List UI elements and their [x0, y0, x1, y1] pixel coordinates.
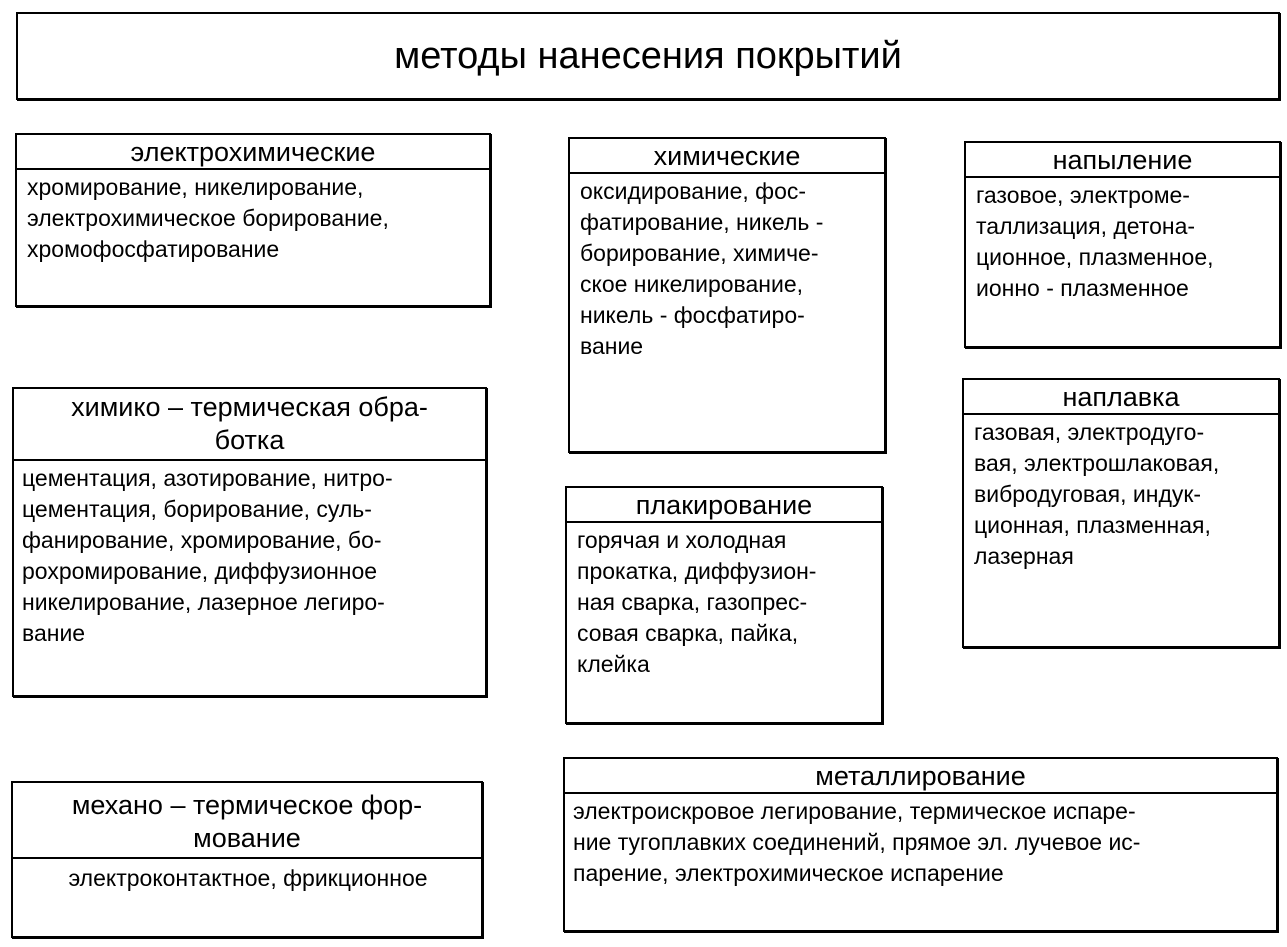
- metallization-box: [563, 757, 1278, 932]
- diagram-title: методы нанесения покрытий: [394, 34, 902, 77]
- surfacing-body: газовая, электродуго- вая, электрошлаковая, вибродуговая, индук- ционная, плазменная, лазерная: [974, 419, 1220, 569]
- cladding-box: [565, 486, 883, 724]
- diagram-title-box: [16, 12, 1280, 100]
- chemical-thermal-body: цементация, азотирование, нитро- цементация, борирование, суль- фанирование, хромирование, бо- рохромирование, диффузионное никелирование, лазерное легиро- вание: [22, 465, 393, 646]
- electrochemical-header: электрохимические: [17, 135, 489, 170]
- surfacing-box: [962, 378, 1280, 648]
- chemical-body: оксидирование, фос- фатирование, никель - борирование, химиче- ское никелирование, никель - фосфатиро- вание: [580, 178, 824, 359]
- spraying-body: газовое, электроме- таллизация, детона- ционное, плазменное, ионно - плазменное: [976, 182, 1214, 301]
- electrochemical-box: [15, 133, 491, 307]
- metallization-header: металлирование: [565, 759, 1276, 794]
- mechanical-thermal-body: электроконтактное, фрикционное: [68, 865, 428, 891]
- chemical-box: [568, 137, 886, 453]
- mechanical-thermal-header: механо – термическое фор- мование: [13, 783, 481, 859]
- chemical-header: химические: [570, 139, 884, 174]
- surfacing-header: наплавка: [964, 380, 1278, 415]
- spraying-header: напыление: [966, 143, 1279, 178]
- mechanical-thermal-box: [11, 781, 483, 938]
- chemical-thermal-box: [12, 387, 487, 697]
- spraying-box: [964, 141, 1281, 348]
- chemical-thermal-header: химико – термическая обра- ботка: [14, 389, 485, 461]
- cladding-body: горячая и холодная прокатка, диффузион- ная сварка, газопрес- совая сварка, пайка, клейка: [577, 527, 817, 677]
- cladding-header: плакирование: [567, 488, 881, 523]
- electrochemical-body: хромирование, никелирование, электрохимическое борирование, хромофосфатирование: [27, 174, 389, 262]
- metallization-body: электроискровое легирование, термическое испаре- ние тугоплавких соединений, прямое эл. лучевое ис- парение, электрохимическое испарение: [573, 798, 1141, 886]
